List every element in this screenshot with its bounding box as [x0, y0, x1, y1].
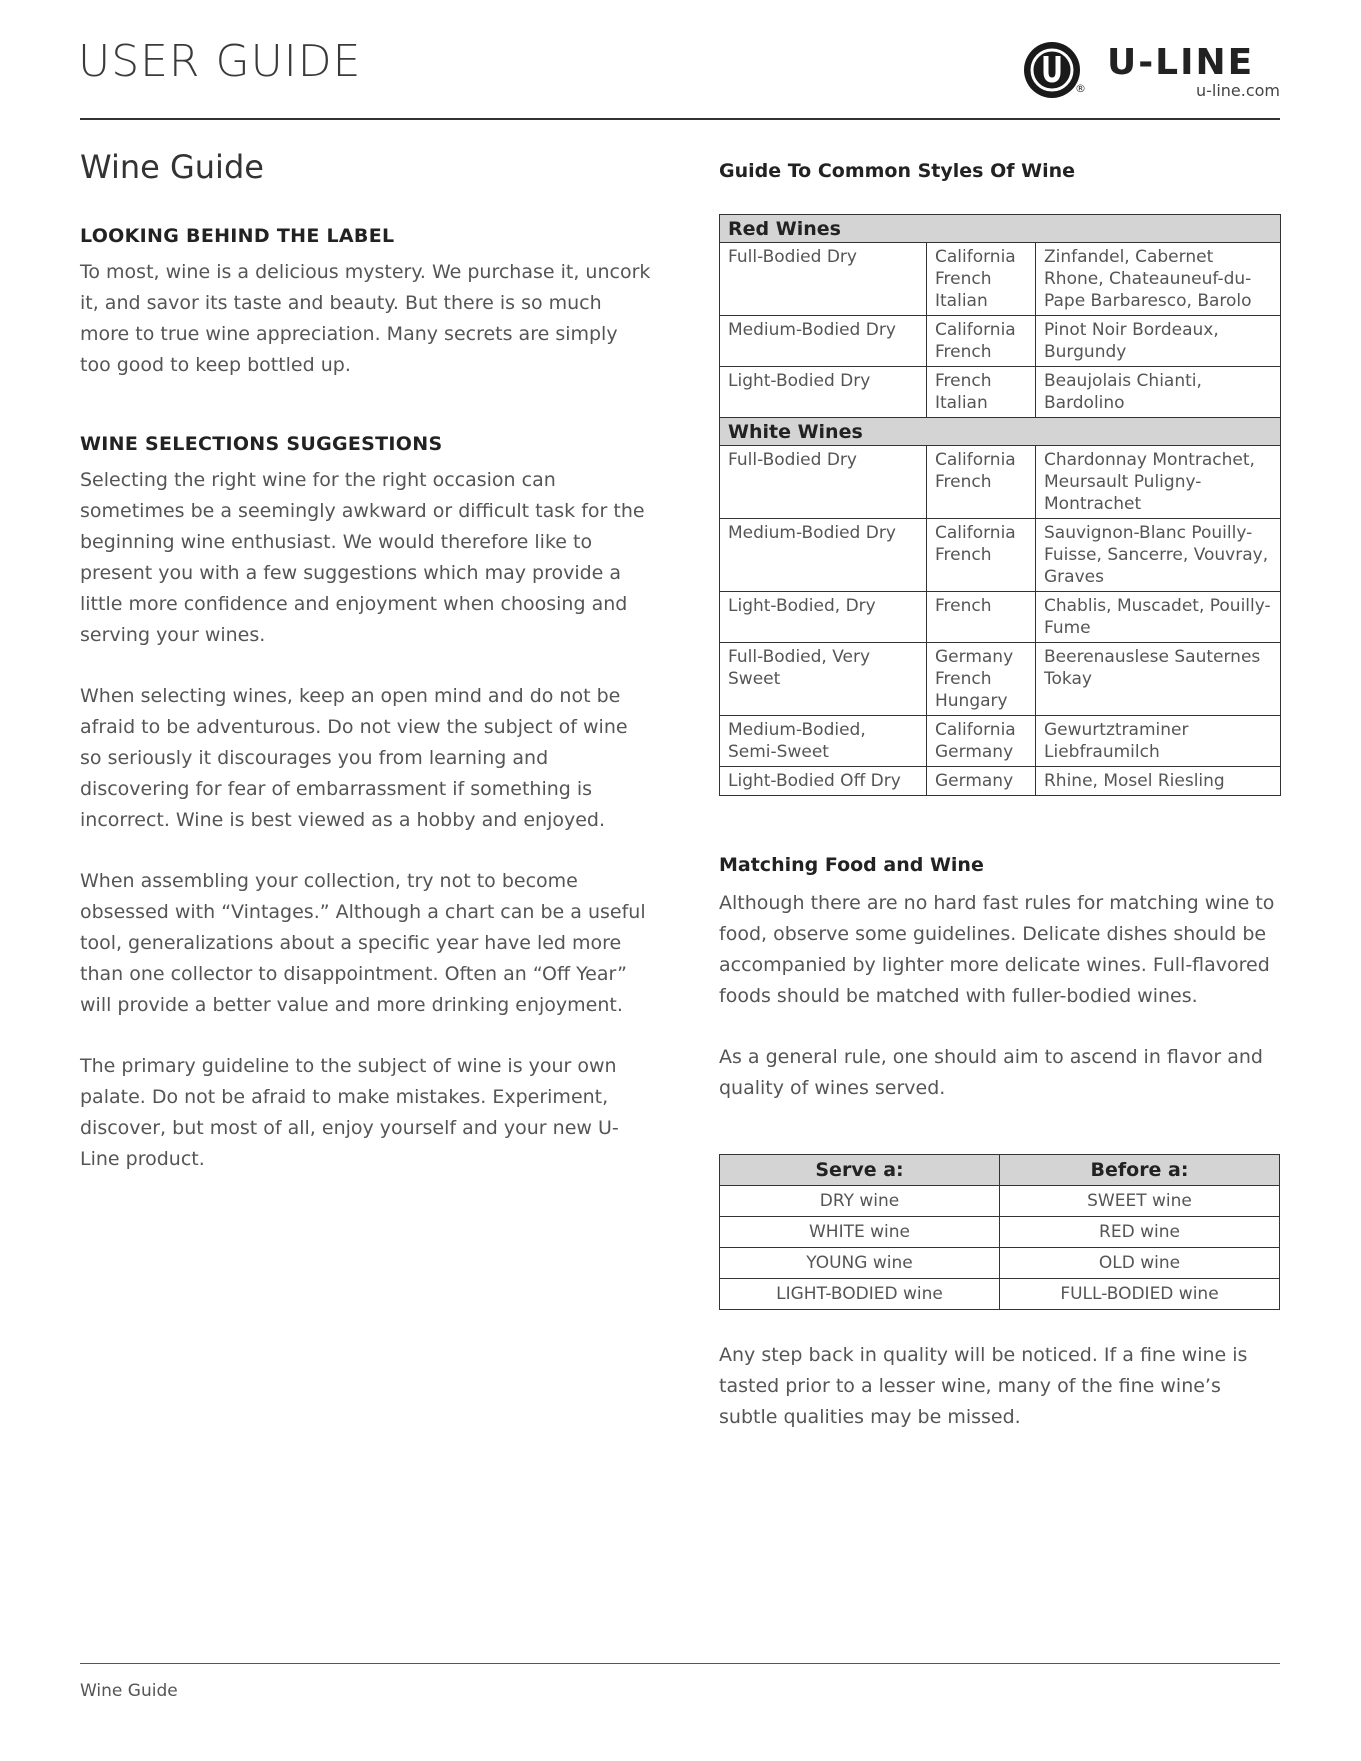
right-column — [719, 160, 1280, 1433]
wines-cell: Zinfandel, Cabernet Rhone, Chateauneuf-du-Pape Barbaresco, Barolo — [1036, 243, 1281, 316]
region-cell: French — [927, 592, 1036, 643]
food-wine-heading: Matching Food and Wine — [719, 854, 984, 876]
footer-text: Wine Guide — [80, 1681, 178, 1701]
before-column-header: Before a: — [1000, 1155, 1280, 1186]
region-cell: Germany French Hungary — [927, 643, 1036, 716]
before-cell: SWEET wine — [1000, 1186, 1280, 1217]
style-cell: Light-Bodied, Dry — [720, 592, 927, 643]
food-paragraph-1: Although there are no hard fast rules for matching wine to food, observe some guidelines. Delicate dishes should be accompanied by lighter more delicate wines. Full-flavored foods should be matched with fuller-bodied wines. — [719, 892, 1275, 1007]
brand-logo — [1022, 38, 1280, 102]
table-header-row — [720, 1155, 1280, 1186]
wines-cell: Beaujolais Chianti, Bardolino — [1036, 367, 1281, 418]
region-cell: Germany — [927, 767, 1036, 796]
table-row — [720, 1186, 1280, 1217]
table-row — [720, 367, 1281, 418]
serve-cell: WHITE wine — [720, 1217, 1000, 1248]
label-paragraph: To most, wine is a delicious mystery. We purchase it, uncork it, and savor its taste and beauty. But there is so much more to true wine appreciation. Many secrets are simply too good to keep bottled up. — [80, 261, 651, 377]
region-cell: French Italian — [927, 367, 1036, 418]
table-row — [720, 1279, 1280, 1310]
page-header-title: USER GUIDE — [78, 36, 362, 87]
wines-cell: Sauvignon-Blanc Pouilly-Fuisse, Sancerre, Vouvray, Graves — [1036, 519, 1281, 592]
region-cell: California French — [927, 519, 1036, 592]
before-cell: FULL-BODIED wine — [1000, 1279, 1280, 1310]
table-row — [720, 446, 1281, 519]
header-divider — [80, 118, 1280, 120]
table-group-header — [720, 418, 1281, 446]
style-cell: Medium-Bodied Dry — [720, 316, 927, 367]
selections-paragraph-2: When selecting wines, keep an open mind and do not be afraid to be adventurous. Do not view the subject of wine so seriously it discourages you from learning and discovering for fear of embarrassment if something is incorrect. Wine is best viewed as a hobby and enjoyed. — [80, 685, 628, 832]
region-cell: California French Italian — [927, 243, 1036, 316]
table-row — [720, 592, 1281, 643]
selections-paragraph-1: Selecting the right wine for the right occasion can sometimes be a seemingly awkward or difficult task for the beginning wine enthusiast. We would therefore like to present you with a few suggestions which may provide a little more confidence and enjoyment when choosing and serving your wines. — [80, 469, 645, 647]
serve-cell: YOUNG wine — [720, 1248, 1000, 1279]
style-cell: Medium-Bodied Dry — [720, 519, 927, 592]
style-cell: Full-Bodied, Very Sweet — [720, 643, 927, 716]
table-row — [720, 316, 1281, 367]
final-paragraph: Any step back in quality will be noticed. If a fine wine is tasted prior to a lesser wine, many of the fine wine’s subtle qualities may be missed. — [719, 1344, 1248, 1428]
section-heading-selections: WINE SELECTIONS SUGGESTIONS — [80, 433, 443, 456]
table-row — [720, 1248, 1280, 1279]
table-row — [720, 643, 1281, 716]
style-cell: Light-Bodied Dry — [720, 367, 927, 418]
selections-paragraph-3: When assembling your collection, try not to become obsessed with “Vintages.” Although a chart can be a useful tool, generalizations about a specific year have led more than one collector to disappointment. Often an “Off Year” will provide a better value and more drinking enjoyment. — [80, 870, 646, 1017]
region-cell: California French — [927, 446, 1036, 519]
before-cell: RED wine — [1000, 1217, 1280, 1248]
wines-cell: Chablis, Muscadet, Pouilly-Fume — [1036, 592, 1281, 643]
u-line-logo-icon — [1022, 40, 1082, 100]
brand-name: U-LINE — [1107, 42, 1255, 83]
style-cell: Medium-Bodied, Semi-Sweet — [720, 716, 927, 767]
serve-order-table — [719, 1154, 1280, 1310]
white-wines-header: White Wines — [720, 418, 1281, 446]
left-column — [80, 150, 652, 1175]
style-cell: Light-Bodied Off Dry — [720, 767, 927, 796]
wines-cell: Rhine, Mosel Riesling — [1036, 767, 1281, 796]
region-cell: California French — [927, 316, 1036, 367]
table-row — [720, 767, 1281, 796]
table-row — [720, 1217, 1280, 1248]
wines-cell: Pinot Noir Bordeaux, Burgundy — [1036, 316, 1281, 367]
table-group-header — [720, 215, 1281, 243]
style-cell: Full-Bodied Dry — [720, 243, 927, 316]
registered-mark: ® — [1075, 82, 1086, 95]
footer-divider — [80, 1663, 1280, 1664]
style-cell: Full-Bodied Dry — [720, 446, 927, 519]
table-row — [720, 243, 1281, 316]
food-paragraph-2: As a general rule, one should aim to ascend in flavor and quality of wines served. — [719, 1046, 1263, 1099]
serve-cell: LIGHT-BODIED wine — [720, 1279, 1000, 1310]
region-cell: California Germany — [927, 716, 1036, 767]
wine-styles-table — [719, 214, 1281, 796]
serve-column-header: Serve a: — [720, 1155, 1000, 1186]
serve-cell: DRY wine — [720, 1186, 1000, 1217]
page-title: Wine Guide — [80, 148, 264, 186]
before-cell: OLD wine — [1000, 1248, 1280, 1279]
wines-cell: Gewurtztraminer Liebfraumilch — [1036, 716, 1281, 767]
brand-url: u-line.com — [1195, 81, 1280, 100]
section-heading-label: LOOKING BEHIND THE LABEL — [80, 225, 395, 248]
wines-cell: Beerenauslese Sauternes Tokay — [1036, 643, 1281, 716]
table-row — [720, 716, 1281, 767]
wines-cell: Chardonnay Montrachet, Meursault Puligny-Montrachet — [1036, 446, 1281, 519]
styles-heading: Guide To Common Styles Of Wine — [719, 160, 1076, 182]
table-row — [720, 519, 1281, 592]
selections-paragraph-4: The primary guideline to the subject of wine is your own palate. Do not be afraid to make mistakes. Experiment, discover, but most of all, enjoy yourself and your new U-Line product. — [80, 1055, 619, 1171]
red-wines-header: Red Wines — [720, 215, 1281, 243]
